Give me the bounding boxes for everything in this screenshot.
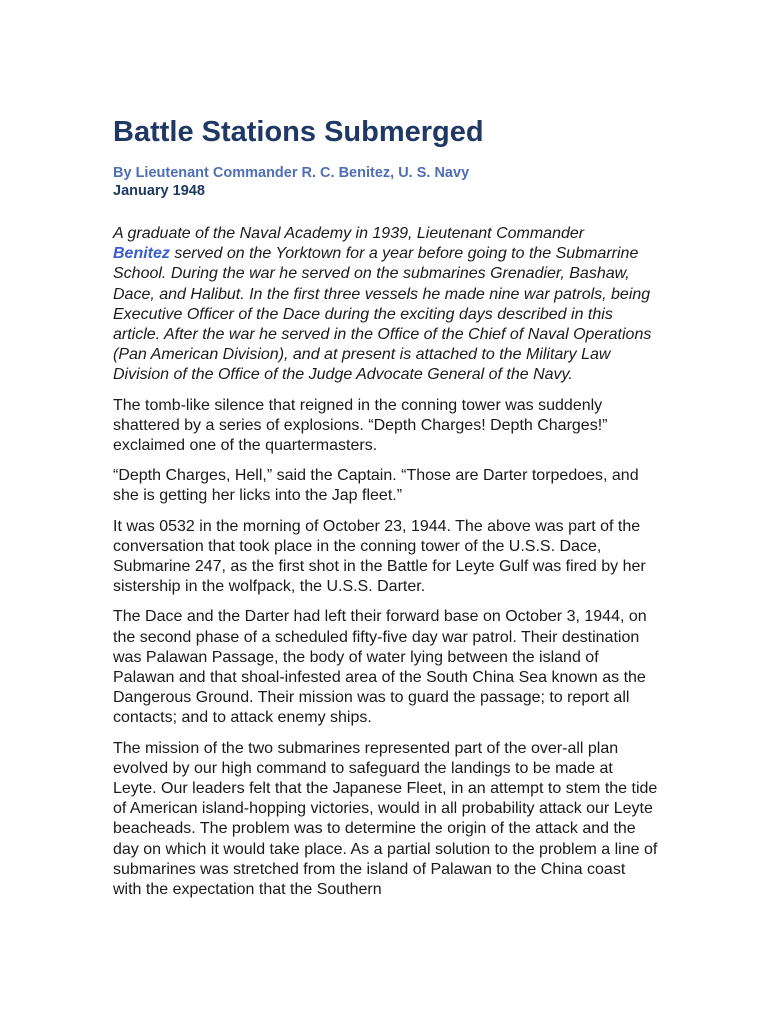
body-paragraph-4: The Dace and the Darter had left their forward base on October 3, 1944, on the second phase of a scheduled fifty-five day war patrol. Their destination was Palawan Passage, the body of water lying between the island of Palawan and that shoal-infested area of the South China Sea known as the Dangerous Ground. Their mission was to guard the passage; to report all contacts; and to attack enemy ships. [113,608,647,727]
body-paragraph-3: It was 0532 in the morning of October 23, 1944. The above was part of the conversation that took place in the conning tower of the U.S.S. Dace, Submarine 247, as the first shot in the Battle for Leyte Gulf was fired by her sistership in the wolfpack, the U.S.S. Darter. [113,517,646,596]
article [113,113,658,900]
body-paragraph-2: “Depth Charges, Hell,” said the Captain. “Those are Darter torpedoes, and she is getting her licks into the Jap fleet.” [113,467,639,505]
author-name-link[interactable]: Benitez [113,245,170,263]
body-paragraph-5: The mission of the two submarines represented part of the over-all plan evolved by our high command to safeguard the landings to be made at Leyte. Our leaders felt that the Japanese Fleet, in an attempt to stem the tide of American island-hopping victories, would in all probability attack our Leyte beacheads. The problem was to determine the origin of the attack and the day on which it would take place. As a partial solution to the problem a line of submarines was stretched from the island of Palawan to the China coast with the expectation that the Southern [113,739,658,899]
author-bio-text-end: served on the Yorktown for a year before going to the Submarrine School. During the war he served on the submarines Grenadier, Bashaw, Dace, and Halibut. In the first three vessels he made nine war patrols, being Executive Officer of the Dace during the exciting days described in this article. After the war he served in the Office of the Chief of Naval Operations (Pan American Division), and at present is attached to the Military Law Division of the Office of the Judge Advocate General of the Navy. [113,245,652,384]
article-date: January 1948 [113,183,205,199]
author-bio-text-start: A graduate of the Naval Academy in 1939, Lieutenant Commander [113,225,585,242]
body-paragraph-1: The tomb-like silence that reigned in the conning tower was suddenly shattered by a series of explosions. “Depth Charges! Depth Charges!” exclaimed one of the quartermasters. [113,396,608,455]
author-bio [113,224,658,386]
article-byline: By Lieutenant Commander R. C. Benitez, U. S. Navy [113,165,470,181]
article-title: Battle Stations Submerged [113,116,484,148]
